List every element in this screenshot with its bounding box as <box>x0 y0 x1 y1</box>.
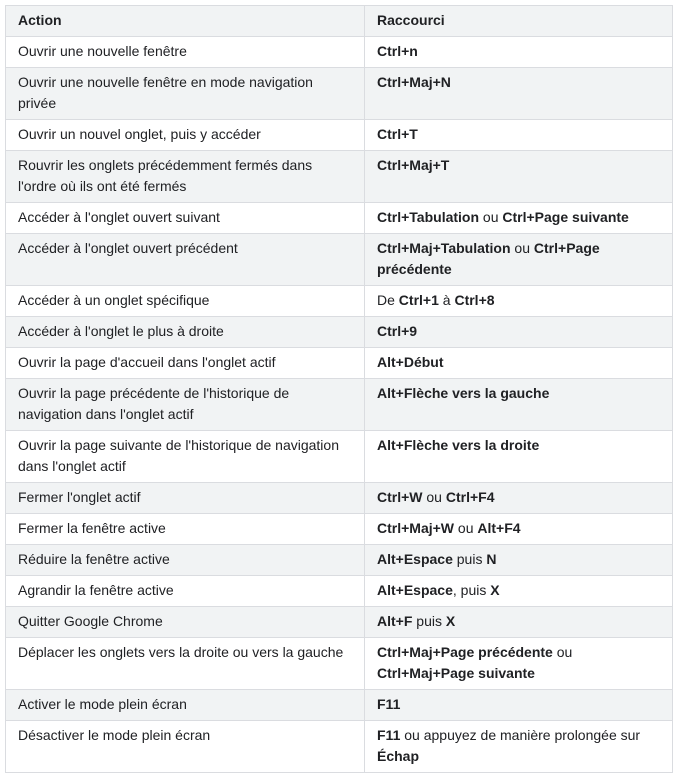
shortcut-cell <box>365 431 673 483</box>
shortcut-cell <box>365 203 673 234</box>
shortcut-key: Ctrl+9 <box>377 323 418 339</box>
shortcut-cell <box>365 317 673 348</box>
shortcut-cell <box>365 286 673 317</box>
shortcut-connector: ou <box>510 240 534 256</box>
shortcut-key: Ctrl+F4 <box>445 489 495 505</box>
shortcut-connector: ou appuyez de manière prolongée sur <box>400 727 641 743</box>
shortcut-key: X <box>445 613 456 629</box>
shortcut-key: Ctrl+Maj+W <box>377 520 455 536</box>
shortcut-key: X <box>490 582 500 598</box>
shortcut-key: Ctrl+Maj+Page suivante <box>377 665 535 681</box>
table-row <box>6 286 673 317</box>
table-row <box>6 431 673 483</box>
shortcut-key: Ctrl+Maj+T <box>377 157 450 173</box>
table-header-row <box>6 6 673 37</box>
action-cell: Quitter Google Chrome <box>6 607 365 638</box>
table-row <box>6 638 673 690</box>
shortcut-key: Alt+Espace <box>377 582 453 598</box>
shortcut-connector: De <box>377 292 399 308</box>
action-cell: Ouvrir la page suivante de l'historique de navigation dans l'onglet actif <box>6 431 365 483</box>
shortcut-key: Ctrl+8 <box>454 292 495 308</box>
shortcut-key: Alt+F4 <box>477 520 521 536</box>
table-row <box>6 348 673 379</box>
table-row <box>6 576 673 607</box>
shortcut-key: Ctrl+Maj+N <box>377 74 451 90</box>
table-row <box>6 234 673 286</box>
shortcut-connector: ou <box>454 520 478 536</box>
shortcut-cell <box>365 234 673 286</box>
action-cell: Rouvrir les onglets précédemment fermés dans l'ordre où ils ont été fermés <box>6 151 365 203</box>
shortcut-cell <box>365 68 673 120</box>
shortcut-key: Alt+Flèche vers la droite <box>377 437 540 453</box>
action-cell: Ouvrir une nouvelle fenêtre <box>6 37 365 68</box>
shortcut-cell <box>365 379 673 431</box>
shortcut-cell <box>365 37 673 68</box>
shortcut-key: Alt+Flèche vers la gauche <box>377 385 550 401</box>
shortcut-connector: ou <box>552 644 573 660</box>
action-cell: Ouvrir la page précédente de l'historique de navigation dans l'onglet actif <box>6 379 365 431</box>
action-cell: Accéder à un onglet spécifique <box>6 286 365 317</box>
table-row <box>6 317 673 348</box>
shortcut-cell <box>365 120 673 151</box>
action-cell: Agrandir la fenêtre active <box>6 576 365 607</box>
action-cell: Fermer la fenêtre active <box>6 514 365 545</box>
shortcut-key: Ctrl+Page suivante <box>502 209 629 225</box>
shortcut-key: Ctrl+Maj+Page précédente <box>377 644 553 660</box>
shortcut-key: Ctrl+Page précédente <box>377 240 600 277</box>
shortcut-connector: ou <box>422 489 446 505</box>
shortcuts-table-container <box>5 5 672 773</box>
table-row <box>6 203 673 234</box>
shortcut-key: Ctrl+W <box>377 489 423 505</box>
shortcut-key: Ctrl+Tabulation <box>377 209 480 225</box>
shortcut-cell <box>365 607 673 638</box>
shortcut-cell <box>365 545 673 576</box>
shortcut-key: Ctrl+Maj+Tabulation <box>377 240 511 256</box>
table-row <box>6 379 673 431</box>
shortcut-connector: ou <box>479 209 503 225</box>
action-cell: Ouvrir la page d'accueil dans l'onglet actif <box>6 348 365 379</box>
column-header-shortcut: Raccourci <box>365 6 673 37</box>
shortcut-cell <box>365 576 673 607</box>
shortcut-cell <box>365 721 673 773</box>
shortcut-key: Ctrl+n <box>377 43 418 59</box>
shortcut-cell <box>365 348 673 379</box>
shortcut-cell <box>365 514 673 545</box>
action-cell: Activer le mode plein écran <box>6 690 365 721</box>
shortcut-cell <box>365 483 673 514</box>
table-row <box>6 483 673 514</box>
shortcuts-table <box>5 5 673 773</box>
table-row <box>6 37 673 68</box>
column-header-action: Action <box>6 6 365 37</box>
shortcut-key: F11 <box>377 696 401 712</box>
shortcut-cell <box>365 151 673 203</box>
action-cell: Fermer l'onglet actif <box>6 483 365 514</box>
action-cell: Ouvrir un nouvel onglet, puis y accéder <box>6 120 365 151</box>
shortcut-cell <box>365 638 673 690</box>
shortcut-connector: à <box>438 292 455 308</box>
table-row <box>6 151 673 203</box>
table-row <box>6 120 673 151</box>
table-row <box>6 545 673 576</box>
shortcut-key: Ctrl+1 <box>398 292 439 308</box>
shortcut-key: N <box>486 551 497 567</box>
table-row <box>6 68 673 120</box>
shortcut-connector: , puis <box>452 582 491 598</box>
table-row <box>6 690 673 721</box>
action-cell: Déplacer les onglets vers la droite ou vers la gauche <box>6 638 365 690</box>
shortcut-connector: puis <box>412 613 446 629</box>
action-cell: Réduire la fenêtre active <box>6 545 365 576</box>
action-cell: Ouvrir une nouvelle fenêtre en mode navigation privée <box>6 68 365 120</box>
shortcut-key: Alt+Début <box>377 354 444 370</box>
action-cell: Accéder à l'onglet ouvert précédent <box>6 234 365 286</box>
table-body <box>6 37 673 773</box>
shortcut-connector: puis <box>452 551 487 567</box>
shortcut-key: Ctrl+T <box>377 126 418 142</box>
action-cell: Accéder à l'onglet ouvert suivant <box>6 203 365 234</box>
table-row <box>6 721 673 773</box>
table-row <box>6 607 673 638</box>
action-cell: Accéder à l'onglet le plus à droite <box>6 317 365 348</box>
action-cell: Désactiver le mode plein écran <box>6 721 365 773</box>
shortcut-cell <box>365 690 673 721</box>
shortcut-key: Alt+Espace <box>377 551 453 567</box>
shortcut-key: F11 <box>377 727 401 743</box>
table-row <box>6 514 673 545</box>
shortcut-key: Échap <box>377 748 420 764</box>
shortcut-key: Alt+F <box>377 613 413 629</box>
